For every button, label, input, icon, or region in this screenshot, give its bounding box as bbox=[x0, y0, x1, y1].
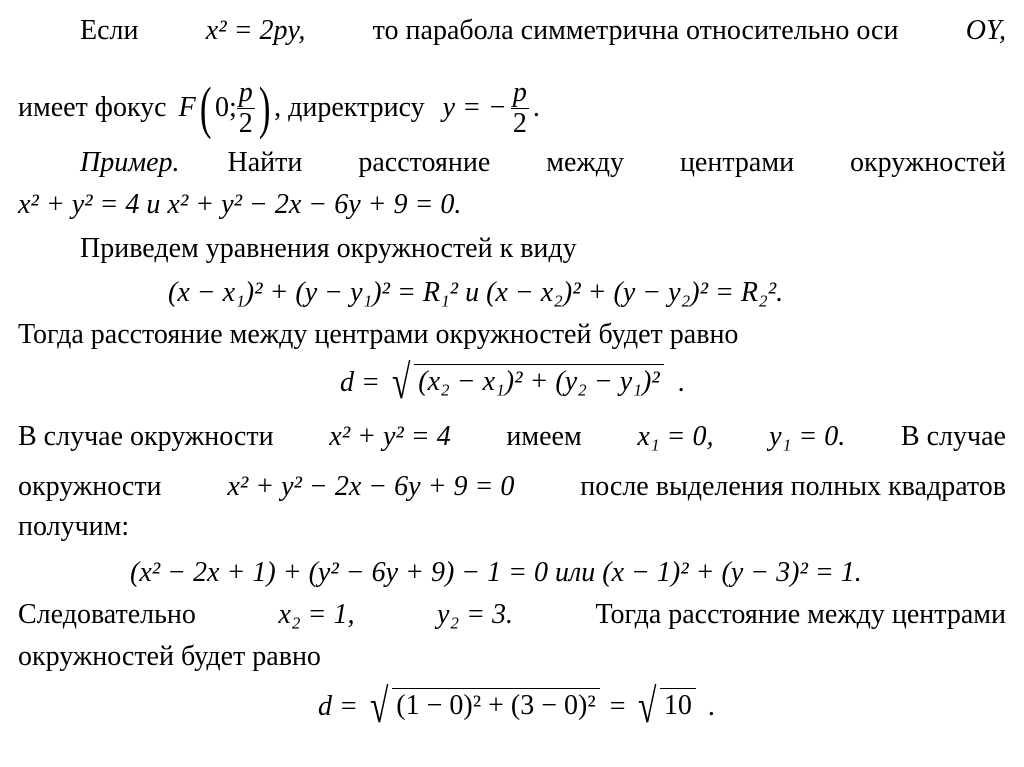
formula-x1: x₁ = 0, bbox=[637, 421, 714, 452]
line-9 bbox=[18, 420, 1006, 454]
sqrt-ten bbox=[634, 680, 696, 733]
line-6 bbox=[168, 276, 783, 310]
text-focus: имеет фокус bbox=[18, 92, 167, 123]
formula-focus-f: F bbox=[178, 92, 196, 123]
radicand-distance: (x₂ − x₁)² + (y₂ − y₁)² bbox=[414, 364, 663, 406]
period: . bbox=[677, 367, 685, 398]
period: . bbox=[707, 691, 715, 722]
right-paren: ) bbox=[258, 75, 271, 140]
text-example-task: Найти расстояние между центрами окружностей bbox=[227, 147, 1006, 178]
period: . bbox=[532, 92, 540, 123]
radicand-numeric: (1 − 0)² + (3 − 0)² bbox=[392, 688, 599, 730]
formula-x2: x₂ = 1, bbox=[278, 599, 355, 630]
line-4 bbox=[18, 188, 461, 222]
line-11 bbox=[18, 510, 129, 544]
fraction-numerator: p bbox=[238, 76, 253, 108]
text-reduce-equations: Приведем уравнения окружностей к виду bbox=[80, 233, 577, 264]
text-have: имеем bbox=[506, 421, 582, 452]
line-15 bbox=[318, 680, 715, 733]
formula-zero: 0; bbox=[215, 92, 237, 123]
radicand-ten: 10 bbox=[660, 688, 696, 730]
line-3 bbox=[80, 146, 1006, 180]
text-get: получим: bbox=[18, 511, 130, 542]
text-distance-equals: Тогда расстояние между центрами окружностей будет равно bbox=[18, 319, 739, 350]
text-circle: окружности bbox=[18, 471, 162, 502]
formula-y2: y₂ = 3. bbox=[436, 599, 513, 630]
text-parabola-symmetric: то парабола симметрична относительно оси bbox=[372, 15, 899, 46]
formula-d-equals-result: d = bbox=[318, 691, 358, 722]
text-circles-equals: окружностей будет равно bbox=[18, 641, 321, 672]
fraction-p-over-2 bbox=[237, 78, 255, 139]
formula-parabola: x² = 2py, bbox=[205, 15, 306, 46]
radical-sign: √ bbox=[637, 680, 656, 733]
sqrt-distance-formula bbox=[388, 356, 664, 409]
line-2 bbox=[18, 68, 540, 148]
formula-circle-1: x² + y² = 4 bbox=[329, 421, 451, 452]
fraction-denominator: 2 bbox=[238, 107, 253, 139]
fraction-numerator-2: p bbox=[512, 76, 527, 108]
line-13 bbox=[18, 598, 1006, 632]
formula-circles-equations: x² + y² = 4 и x² + y² − 2x − 6y + 9 = 0. bbox=[18, 189, 462, 220]
formula-y1: y₁ = 0. bbox=[769, 421, 846, 452]
formula-d-equals: d = bbox=[340, 367, 380, 398]
text-therefore: Следовательно bbox=[18, 599, 196, 630]
radical-sign: √ bbox=[369, 680, 389, 733]
fraction-denominator-2: 2 bbox=[512, 107, 527, 139]
line-14 bbox=[18, 640, 321, 674]
fraction-p-over-2-directrix bbox=[511, 78, 529, 139]
sqrt-numeric bbox=[366, 680, 600, 733]
formula-completed-squares: (x² − 2x + 1) + (y² − 6y + 9) − 1 = 0 или (x − 1)² + (y − 3)² = 1. bbox=[130, 557, 862, 588]
line-5 bbox=[80, 232, 577, 266]
formula-circle-2: x² + y² − 2x − 6y + 9 = 0 bbox=[227, 471, 515, 502]
text-complete-squares: после выделения полных квадратов bbox=[580, 471, 1006, 502]
line-8 bbox=[340, 356, 685, 409]
text-in-case-circle: В случае окружности bbox=[18, 421, 274, 452]
text-directrix: , директрису bbox=[274, 92, 425, 123]
line-7 bbox=[18, 318, 738, 352]
formula-canonical-circles: (x − x₁)² + (y − y₁)² = R₁² и (x − x₂)² + (y − y₂)² = R₂². bbox=[168, 277, 784, 308]
text-example-label: Пример. bbox=[80, 147, 180, 178]
line-1 bbox=[80, 14, 1006, 48]
text-then-distance: Тогда расстояние между центрами bbox=[595, 599, 1006, 630]
text-in-case: В случае bbox=[900, 421, 1006, 452]
left-paren: ( bbox=[199, 75, 212, 140]
text-esli: Если bbox=[80, 15, 139, 46]
line-12 bbox=[130, 556, 862, 590]
formula-axis-oy: OY, bbox=[965, 15, 1006, 46]
equals-sign: = bbox=[609, 691, 626, 722]
formula-directrix-y: y = − bbox=[442, 92, 507, 123]
line-10 bbox=[18, 470, 1006, 504]
radical-sign: √ bbox=[391, 356, 411, 409]
